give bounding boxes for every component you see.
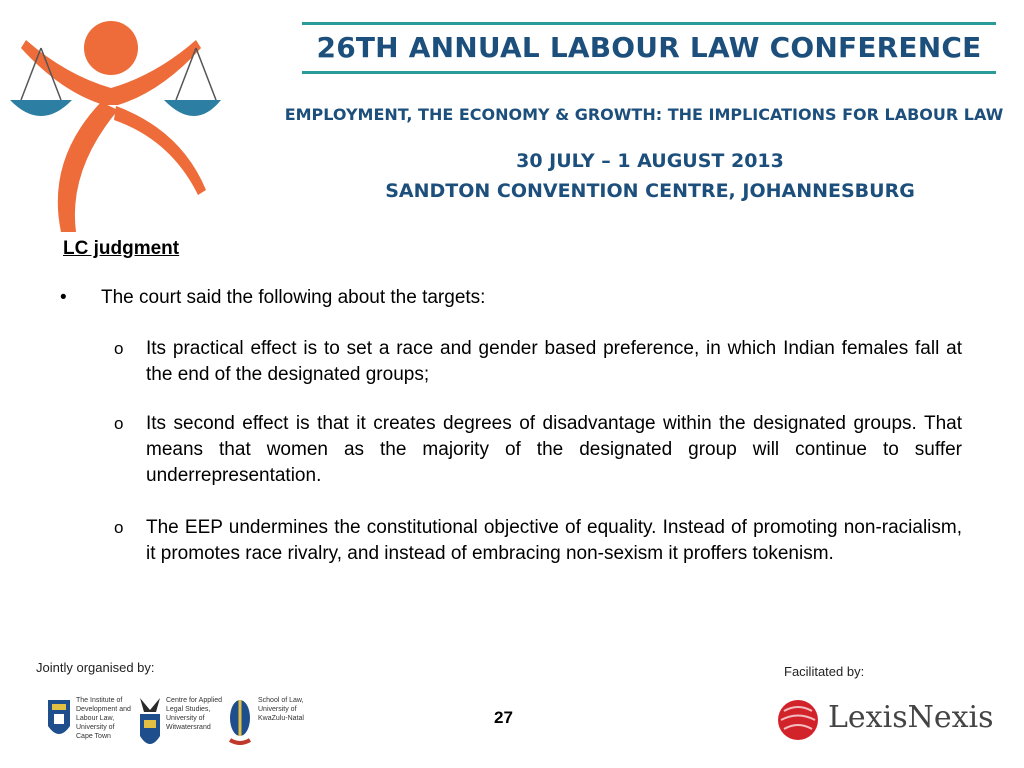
facilitated-by-label: Facilitated by:	[784, 664, 865, 679]
logo-leg	[114, 106, 206, 195]
logo-head	[84, 21, 138, 75]
header-rule-bottom	[302, 71, 996, 74]
organiser-uct-text: The Institute of Development and Labour Law, University of Cape Town	[76, 697, 131, 740]
conference-title: 26TH ANNUAL LABOUR LAW CONFERENCE	[316, 31, 982, 64]
jointly-organised-label: Jointly organised by:	[36, 660, 155, 675]
organiser-wits-text: Centre for Applied Legal Studies, University of Witwatersrand	[166, 697, 223, 731]
conference-subtitle: EMPLOYMENT, THE ECONOMY & GROWTH: THE IMPLICATIONS FOR LABOUR LAW	[284, 105, 1004, 124]
slide-heading: LC judgment	[63, 238, 180, 259]
wits-crest-icon	[136, 696, 164, 756]
bullet-marker: •	[60, 287, 67, 308]
sub-point-text: The EEP undermines the constitutional objective of equality. Instead of promoting non-racialism, it promotes race rivalry, and instead of embracing non-sexism it proffers tokenism.	[146, 517, 962, 564]
logo-body	[58, 102, 118, 232]
page-number: 27	[494, 708, 513, 727]
sub-point-marker: o	[114, 339, 124, 358]
conference-date: 30 JULY – 1 AUGUST 2013	[516, 150, 784, 172]
lexisnexis-wordmark: LexisNexis	[828, 700, 994, 735]
conference-venue: SANDTON CONVENTION CENTRE, JOHANNESBURG	[385, 180, 915, 202]
conference-logo	[6, 10, 226, 235]
sub-point-text: Its practical effect is to set a race and gender based preference, in which Indian females fall at the end of the designated groups;	[146, 338, 962, 385]
sub-point-text: Its second effect is that it creates degrees of disadvantage within the designated groups. That means that women as the majority of the designated group will continue to suffer underrepresentation.	[146, 413, 962, 486]
logo-right-pan	[164, 100, 221, 116]
ukzn-crest-icon	[226, 696, 254, 748]
sub-point-marker: o	[114, 414, 124, 433]
sub-point-marker: o	[114, 518, 124, 537]
uct-crest-icon	[46, 696, 72, 744]
organiser-ukzn-text: School of Law, University of KwaZulu-Natal	[258, 697, 304, 722]
bullet-text: The court said the following about the targets:	[101, 287, 486, 308]
header-rule-top	[302, 22, 996, 25]
logo-left-pan	[10, 100, 72, 116]
